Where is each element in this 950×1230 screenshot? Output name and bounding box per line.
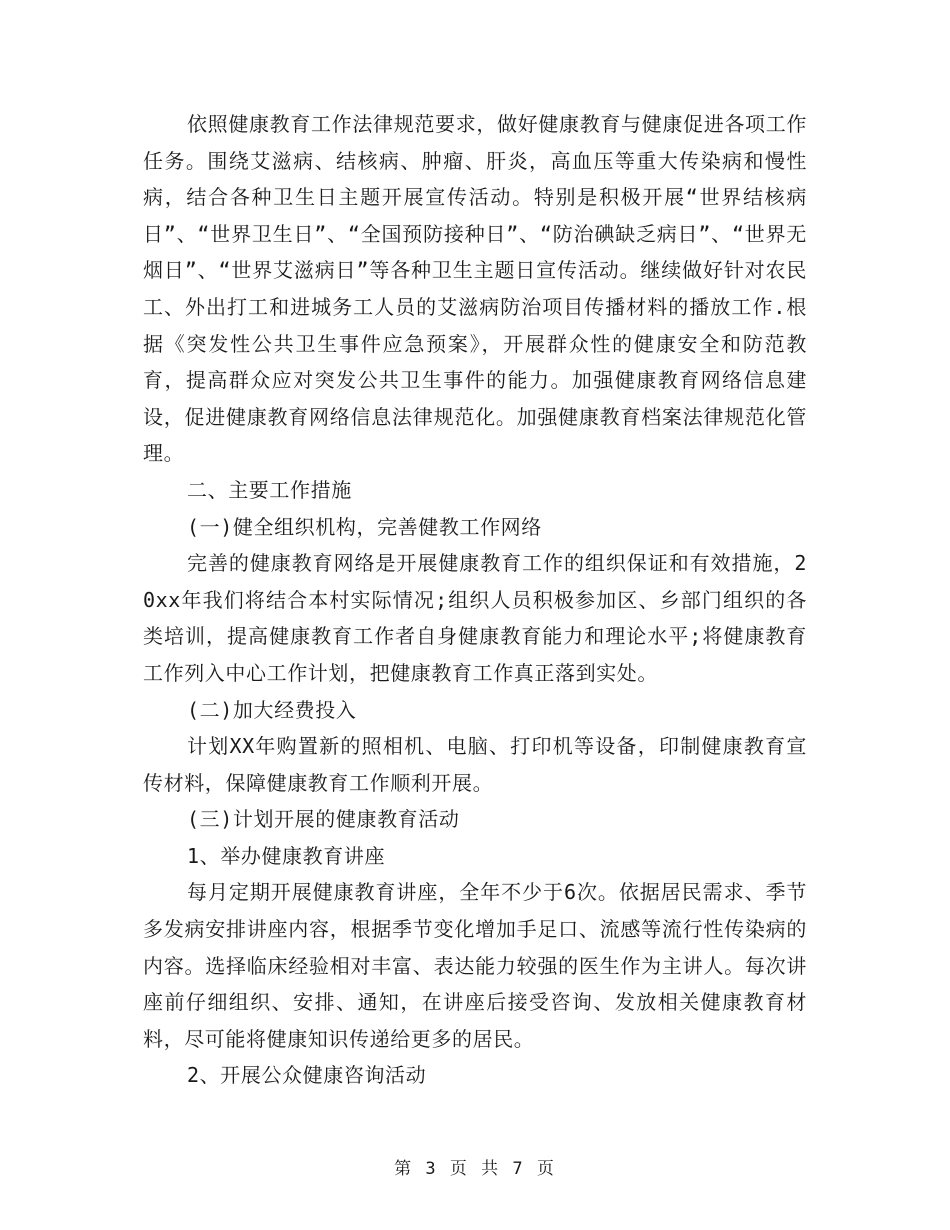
paragraph-network: 完善的健康教育网络是开展健康教育工作的组织保证和有效措施，20xx年我们将结合本村实际情况;组织人员积极参加区、乡部门组织的各类培训，提高健康教育工作者自身健康教育能力和理论水平;将健康教育工作列入中心工作计划，把健康教育工作真正落到实处。 bbox=[143, 551, 807, 685]
page-number-footer: 第 3 页 共 7 页 bbox=[394, 1159, 556, 1179]
paragraph-lectures: 每月定期开展健康教育讲座，全年不少于6次。依据居民需求、季节多发病安排讲座内容，根据季节变化增加手足口、流感等流行性传染病的内容。选择临床经验相对丰富、表达能力较强的医生作为主讲人。每次讲座前仔细组织、安排、通知，在讲座后接受咨询、发放相关健康教育材料，尽可能将健康知识传递给更多的居民。 bbox=[143, 880, 807, 1051]
subheading-organization: (一)健全组织机构，完善健教工作网络 bbox=[187, 514, 542, 539]
item-lectures-title: 1、举办健康教育讲座 bbox=[187, 843, 386, 868]
heading-main-measures: 二、主要工作措施 bbox=[187, 477, 352, 502]
paragraph-funding: 计划XX年购置新的照相机、电脑、打印机等设备，印制健康教育宣传材料，保障健康教育工作顺利开展。 bbox=[143, 734, 807, 795]
subheading-funding: (二)加大经费投入 bbox=[187, 697, 357, 722]
document-body bbox=[143, 106, 807, 1094]
subheading-activities: (三)计划开展的健康教育活动 bbox=[187, 807, 460, 832]
paragraph-intro: 依照健康教育工作法律规范要求，做好健康教育与健康促进各项工作任务。围绕艾滋病、结核病、肿瘤、肝炎，高血压等重大传染病和慢性病，结合各种卫生日主题开展宣传活动。特别是积极开展“世界结核病日”、“世界卫生日”、“全国预防接种日”、“防治碘缺乏病日”、“世界无烟日”、“世界艾滋病日”等各种卫生主题日宣传活动。继续做好针对农民工、外出打工和进城务工人员的艾滋病防治项目传播材料的播放工作.根据《突发性公共卫生事件应急预案》，开展群众性的健康安全和防范教育，提高群众应对突发公共卫生事件的能力。加强健康教育网络信息建设，促进健康教育网络信息法律规范化。加强健康教育档案法律规范化管理。 bbox=[143, 112, 807, 466]
item-consultation-title: 2、开展公众健康咨询活动 bbox=[187, 1063, 427, 1088]
